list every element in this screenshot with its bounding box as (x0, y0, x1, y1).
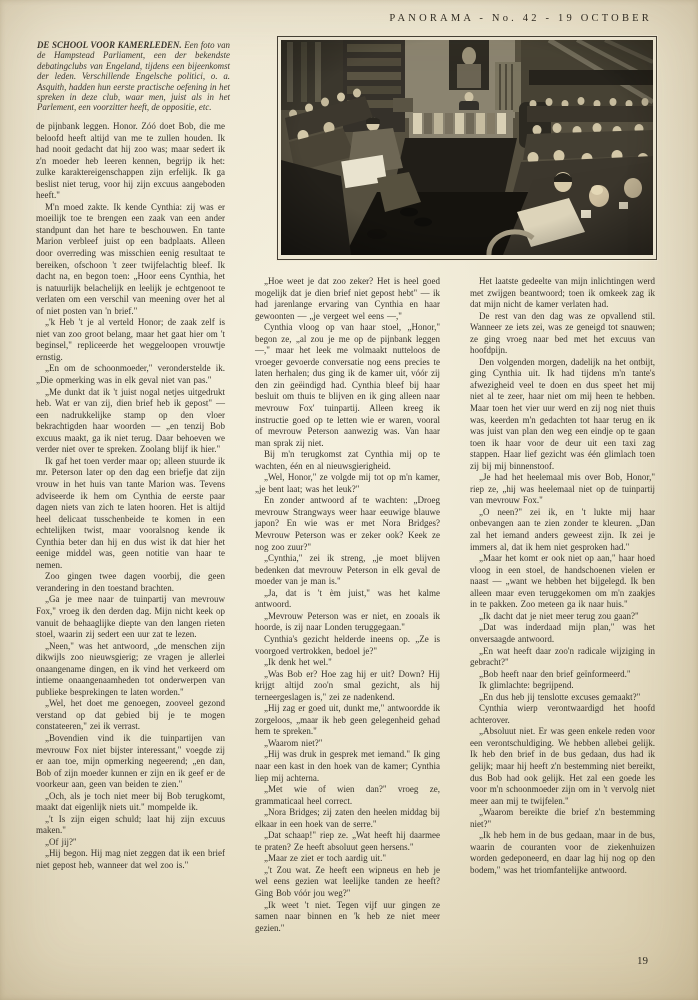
paragraph: „Nora Bridges; zij zaten den heelen middag bij elkaar in een hoek van de serre." (255, 807, 440, 829)
paragraph: „Wel, het doet me genoegen, zooveel gezond verstand op dat gebied bij je te mogen constateeren," zei ik verrast. (36, 698, 225, 732)
paragraph: „Ga je mee naar de tuinpartij van mevrouw Fox," vroeg ik den derden dag. Mijn nicht keek op vanuit de behaaglijke diepte van den langen rieten stoel, waarin zij sedert een uur zat te lezen. (36, 594, 225, 640)
paragraph: „Waarom niet?" (264, 737, 323, 748)
paragraph: „Ja, dat is 't èm juist," was het kalme antwoord. (255, 587, 440, 610)
paragraph: „Hij was druk in gesprek met iemand." Ik ging naar een kast in den hoek van de kamer; Cynthia liep mij achterna. (255, 749, 440, 783)
paragraph: „Bob heeft naar den brief geïnformeerd." (479, 668, 631, 679)
paragraph: „En wat heeft daar zoo'n radicale wijziging in gebracht?" (470, 645, 655, 668)
paragraph: „Me dunkt dat ik 't juist nogal netjes uitgedrukt heb. Wat er van zij, dien brief heb ik gepost" — een nadrukkelijke stamp op den vloer bekrachtigden haar woorden — „en tenzij Bob excuus maakt, ga ik niet terug. Daar behoeven we verder niet over te spreken. Zoolang blijf ik hier." (36, 386, 225, 455)
paragraph: „Ik denk het wel." (264, 657, 332, 668)
text-column-3 (470, 276, 655, 941)
photo-illustration (281, 40, 653, 255)
paragraph: „Hoe weet je dat zoo zeker? Het is heel goed mogelijk dat je dien brief niet gepost hebt" — ik had jarenlange ervaring van Cynthia en haar gewoonten — „je vergeet wel eens —," (255, 276, 440, 321)
paragraph: „'k Heb 't je al verteld Honor; de zaak zelf is niet van zoo groot belang, maar het gaat hier om 't beginsel," repliceerde het weggeloopen vrouwtje ernstig. (36, 317, 225, 362)
paragraph: „Ik weet 't niet. Tegen vijf uur gingen ze samen naar binnen en 'k heb ze niet meer gezien." (255, 899, 440, 933)
paragraph: „Absoluut niet. Er was geen enkele reden voor een verontschuldiging. We hebben allebei gelijk. Ik heb den brief in de bus gedaan, dus had ik gelijk; maar hij heeft z'n bestemming niet bereikt, dus Bob had ook gelijk. Het zal een goede les voor m'n schoonmoeder zijn om in 't vervolg niet meer aan mij te twijfelen." (470, 726, 655, 806)
paragraph: Zoo gingen twee dagen voorbij, die geen verandering in den toestand brachten. (36, 571, 225, 593)
paragraph: De rest van den dag was ze opvallend stil. Wanneer ze iets zei, was ze geneigd tot snauwen; ze ging vroeg naar bed met het excuus van hoofdpijn. (470, 310, 655, 356)
paragraph: Den volgenden morgen, dadelijk na het ontbijt, ging Cynthia uit. Ik had tijdens m'n tante's afwezigheid veel te doen en dus speet het mij niet al te zeer, haar niet om mij heen te hebben. Maar toen het vier uur werd en zij nog niet thuis was, keerden m'n gedachten tot haar terug en ik was juist van plan den weg een eindje op te gaan toen ik haar voor de deur uit een taxi zag stappen. Haar lief gezicht was één glimlach toen zij bij mij binnenstoof. (470, 356, 655, 471)
text-column-1 (36, 121, 225, 926)
photo-frame (277, 36, 657, 260)
paragraph: „O neen?" zei ik, en 't lukte mij haar onbevangen aan te zien zonder te kleuren. „Dan zal het iemand anders geweest zijn. Ik zei je immers al, dat ik hem niet gesproken had." (470, 506, 655, 552)
page-header: PANORAMA - No. 42 - 19 OCTOBER (389, 13, 652, 24)
paragraph: „En dus heb jij tenslotte excuses gemaakt?" (479, 691, 641, 702)
photo-caption (37, 40, 230, 113)
paragraph: Het laatste gedeelte van mijn inlichtingen werd met zwijgen beantwoord; toen ik omkeek zag ik dat mijn nicht de kamer verlaten had. (470, 276, 655, 310)
paragraph: Cynthia vloog op van haar stoel, „Honor," begon ze, „al zou je me op de pijnbank leggen —," maar het leek me volmaakt nutteloos de vroeger gevoerde conversatie nog eens precies te laten herhalen; dus ging ik de kamer uit, vóór zij den zin geëindigd had. Cynthia bleef bij haar besluit om thuis te blijven en ik ging alleen naar mevrouw Fox' tuinpartij. Alleen kreeg ik instructie goed op te letten wie er waren, vooral of mevrouw Peterson aanwezig was. Van haar man sprak zij niet. (255, 322, 440, 448)
paragraph: Cynthia wierp verontwaardigd het hoofd achterover. (470, 703, 655, 725)
paragraph: „Je had het heelemaal mis over Bob, Honor," riep ze, „hij was heelemaal niet op de tuinpartij van mevrouw Fox." (470, 472, 655, 506)
photo-caption-text: Een foto van de Hampstead Parliament, een der bekendste debatingclubs van Engeland, tijdens een bijeenkomst der leden. Verschillende Engelsche politici, o. a. Asquith, hadden hun eerste practische oefening in het spreken in deze club, waar men, juist als in het Parlement, een voorzitter heeft, de oppositie, etc. (37, 40, 230, 113)
text-column-2 (255, 276, 440, 941)
paragraph: „Och, als je toch niet meer bij Bob terugkomt, maakt dat eigenlijk niets uit." mompelde ik. (36, 790, 225, 813)
paragraph: Ik glimlachte: begrijpend. (479, 680, 574, 691)
paragraph: En zonder antwoord af te wachten: „Droeg mevrouw Strangways weer haar eeuwige blauwe japon? En wie was er met Nora Bridges? Mevrouw Peterson was er zeker ook? Keek ze nog zoo zuur?" (255, 495, 440, 552)
photo-caption-lead: DE SCHOOL VOOR KAMERLEDEN. (37, 40, 182, 50)
paragraph: „Waarom bereikte die brief z'n bestemming niet?" (470, 807, 655, 829)
paragraph: „En om de schoonmoeder," veronderstelde ik. „Die opmerking was in elk geval niet van pas." (36, 363, 225, 386)
paragraph: Cynthia's gezicht helderde ineens op. „Ze is voorgoed vertrokken, bedoel je?" (255, 633, 440, 656)
paragraph: „Cynthia," zei ik streng, „je moet blijven bedenken dat mevrouw Peterson in elk geval de moeder van je man is." (255, 553, 440, 587)
paragraph: „Bovendien vind ik die tuinpartijen van mevrouw Fox niet bijster interessant," voegde zij er aan toe, mijn opmerking negeerend; „en dan, Bob of zijn moeder kunnen er zijn en ik geef er de voorkeur aan, geen van beiden te zien." (36, 732, 225, 790)
paragraph: Bij m'n terugkomst zat Cynthia mij op te wachten, één en al nieuwsgierigheid. (255, 449, 440, 471)
paragraph: „Ik dacht dat je niet meer terug zou gaan?" (479, 610, 639, 621)
paragraph: „Maar ze ziet er toch aardig uit." (264, 853, 387, 864)
paragraph: „Mevrouw Peterson was er niet, en zooals ik hoorde, is zij naar Londen teruggegaan." (255, 610, 440, 633)
paragraph: Ik gaf het toen verder maar op; alleen stuurde ik mr. Peterson later op den dag een briefje dat zijn vrouw in het huis van tante Marion was. Tevens adviseerde ik hem om Cynthia de eerste paar dagen niets van zich te laten hooren. Het is altijd heel delicaat tusschenbeide te komen in een echtelijken twist, maar vooralsnog kende ik Cynthia beter dan hij en dus wist ik dat hier het eenige middel was, geen notitie van haar te nemen. (36, 455, 225, 570)
paragraph: „Was Bob er? Hoe zag hij er uit? Down? Hij krijgt altijd zoo'n smal gezicht, als hij terneergeslagen is," zei ze nadenkend. (255, 668, 440, 702)
paragraph: „Hij zag er goed uit, dunkt me," antwoordde ik zorgeloos, „maar ik heb geen gelegenheid gehad hem te spreken." (255, 703, 440, 737)
paragraph: „Neen," was het antwoord, „de menschen zijn dikwijls zoo nieuwsgierig; ze vragen je allerlei onaangename dingen, en ik vind het verkeerd om intieme onaangenaamheden tot onderwerpen van publieke besprekingen te laten worden." (36, 640, 225, 697)
paragraph: „Dat was inderdaad mijn plan," was het onversaagde antwoord. (470, 622, 655, 644)
paragraph: „Hij begon. Hij mag niet zeggen dat ik een brief niet gepost heb, wanneer dat wel zoo is." (36, 848, 225, 870)
paragraph: „Of jij?" (45, 836, 77, 847)
paragraph: „Dat schaap!" riep ze. „Wat heeft hij daarmee te praten? Ze heeft absoluut geen hersens." (255, 830, 440, 852)
paragraph: de pijnbank leggen. Honor. Zóó doet Bob, die me beloofd heeft altijd van me te zullen houden. Ik had nooit gedacht dat hij zoo was; maar sedert ik z'n moeder heb leeren kennen, begrijp ik het: zulke karaktereigenschappen zijn erfelijk. Ik ga beslist niet terug, voor hij zijn excuus aangeboden heeft." (36, 121, 225, 201)
page-number: 19 (637, 955, 648, 967)
paragraph: „Ik heb hem in de bus gedaan, maar in de bus, waarin de couranten voor de ziekenhuizen worden gedeponeerd, en daar lag hij nog op den bodem," was het triomfantelijke antwoord. (470, 830, 655, 875)
paragraph: M'n moed zakte. Ik kende Cynthia: zij was er moeilijk toe te brengen een zaak van een ander standpunt dan het hare te beschouwen. En tante Marion verbleef juist op een badplaats. Alleen door overreding was misschien eenig resultaat te bereiken, ofschoon 't zeer twijfelachtig bleef. Ik dacht na, en begon toen: „Hoor eens Cynthia, het is natuurlijk belachelijk en leelijk je echtgenoot te verlaten om een verschil van meening over het al of niet posten van 'n brief." (36, 201, 225, 316)
paragraph: „Maar het komt er ook niet op aan," haar hoed vloog in een stoel, de handschoenen vielen er naast — „want we hebben het bijgelegd. Ik ben alleen maar even teruggekomen om m'n zaakjes in te pakken. Zoo meteen ga ik naar huis." (470, 553, 655, 610)
paragraph: „'t Zou wat. Ze heeft een wipneus en heb je wel eens gezien wat leelijke tanden ze heeft? Ging Bob vóór jou weg?" (255, 864, 440, 898)
paragraph: „Met wie of wien dan?" vroeg ze, grammaticaal heel correct. (255, 784, 440, 806)
paragraph: „'t Is zijn eigen schuld; laat hij zijn excuus maken." (36, 813, 225, 836)
paragraph: „Wel, Honor," ze volgde mij tot op m'n kamer, „je bent laat; was het leuk?" (255, 472, 440, 494)
